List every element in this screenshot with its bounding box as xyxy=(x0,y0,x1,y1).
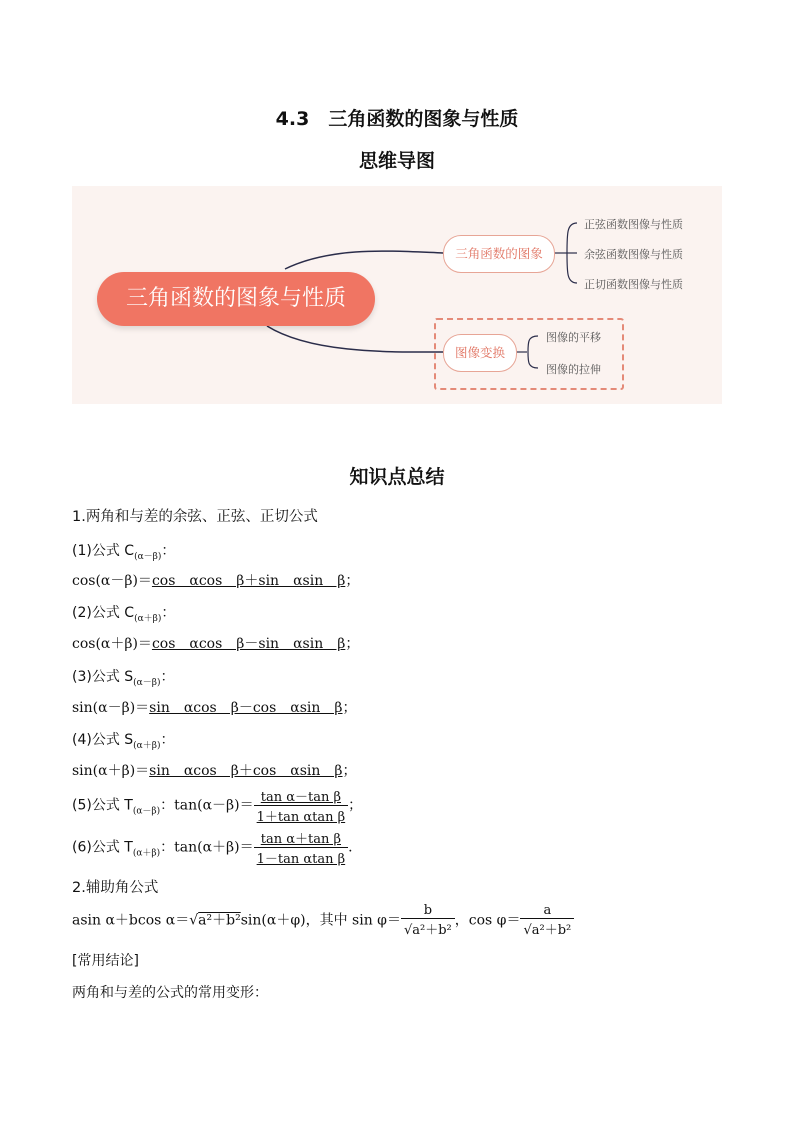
mind-map-leaf-cosine: 余弦函数图像与性质 xyxy=(584,248,683,261)
formula-s-plus: sin(α＋β)＝sin αcos β＋cos αsin β； xyxy=(72,763,357,779)
mind-map-branch-graphs: 三角函数的图象 xyxy=(443,235,555,273)
mindmap-heading: 思维导图 xyxy=(358,150,435,172)
summary-heading: 知识点总结 xyxy=(349,466,445,488)
heading-compound-formulas: 1.两角和与差的余弦、正弦、正切公式 xyxy=(72,509,318,525)
formula-c-minus: cos(α－β)＝cos αcos β＋sin αsin β； xyxy=(72,573,360,589)
document-title: 4.3 三角函数的图象与性质 xyxy=(275,108,519,130)
mind-map-leaf-sine: 正弦函数图像与性质 xyxy=(584,218,683,231)
formula-s-minus-label: (3)公式 $S_{(\alpha-\beta)}$： xyxy=(72,669,175,688)
mind-map-leaf-tangent: 正切函数图像与性质 xyxy=(584,278,683,291)
formula-s-minus: sin(α－β)＝sin αcos β－cos αsin β； xyxy=(72,700,357,716)
fraction: $\frac{\text{tan α＋tan β}}{\text{1－tan αtan β}}$ xyxy=(254,828,349,867)
fraction: $\frac{\text{tan α－tan β}}{\text{1＋tan αtan β}}$ xyxy=(254,786,349,825)
mind-map-leaf-stretch: 图像的拉伸 xyxy=(546,363,601,376)
formula-c-plus-label: (2)公式 $C_{(\alpha+\beta)}$： xyxy=(72,605,176,624)
formula-auxiliary-angle: asin α＋bcos α＝√a²＋b²sin(α＋φ)，其中 sin φ＝ $\frac{b}{\text{√a²＋b²}}$ ，cos φ＝ $\frac{a}{\text{√a²＋b²}}$ xyxy=(72,903,574,938)
formula-c-minus-label: (1)公式 $C_{(\alpha-\beta)}$： xyxy=(72,543,176,562)
mind-map xyxy=(72,186,722,404)
heading-auxiliary-angle: 2.辅助角公式 xyxy=(72,880,159,896)
formula-t-plus: (6)公式 $T_{(\alpha+\beta)}$：tan(α＋β)＝ $\frac{\text{tan α＋tan β}}{\text{1－tan αtan β}}$ . xyxy=(72,828,353,867)
common-variants-note: 两角和与差的公式的常用变形： xyxy=(72,985,268,1001)
fraction: $\frac{a}{\text{√a²＋b²}}$ xyxy=(520,903,574,938)
formula-t-minus: (5)公式 $T_{(\alpha-\beta)}$：tan(α－β)＝ $\frac{\text{tan α－tan β}}{\text{1＋tan αtan β}}$ ； xyxy=(72,786,362,825)
mind-map-branch-transform: 图像变换 xyxy=(443,334,517,372)
fraction: $\frac{b}{\text{√a²＋b²}}$ xyxy=(401,903,455,938)
formula-s-plus-label: (4)公式 $S_{(\alpha+\beta)}$： xyxy=(72,732,175,751)
common-conclusions-label: [常用结论] xyxy=(72,953,139,969)
mind-map-root: 三角函数的图象与性质 xyxy=(97,272,375,326)
mind-map-leaf-translate: 图像的平移 xyxy=(546,331,601,344)
formula-c-plus: cos(α＋β)＝cos αcos β－sin αsin β； xyxy=(72,636,360,652)
sqrt-icon: √ xyxy=(189,912,199,929)
